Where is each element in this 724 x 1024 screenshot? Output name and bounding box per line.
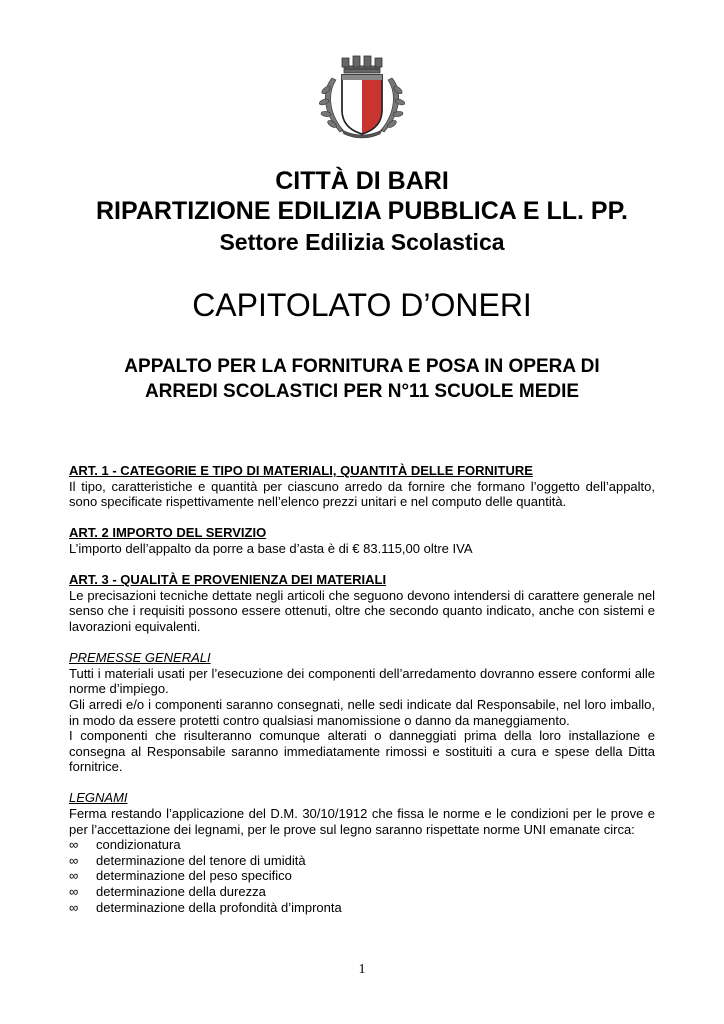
premesse-heading: PREMESSE GENERALI [69, 650, 211, 666]
sector-name: Settore Edilizia Scolastica [219, 229, 505, 255]
premesse-paragraph-2: Gli arredi e/o i componenti saranno consegnati, nelle sedi indicate dal Responsabile, nel loro imballo, in modo da essere protetti contro qualsiasi manomissione o danno da maneggiamento. [69, 696, 655, 728]
city-name: CITTÀ DI BARI [275, 167, 449, 195]
legnami-heading: LEGNAMI [69, 790, 128, 806]
premesse-paragraph-1: Tutti i materiali usati per l’esecuzione dei componenti dell’arredamento dovranno essere conformi alle norme d’impiego. [69, 665, 655, 697]
legnami-text: Ferma restando l’applicazione del D.M. 30/10/1912 che fissa le norme e le condizioni per le prove e per l’accettazione dei legnami, per le prove sul legno saranno rispettate norme UNI emanate circa: [69, 806, 655, 837]
document-title: CAPITOLATO D’ONERI [192, 287, 532, 323]
city-coat-of-arms-emblem [312, 50, 412, 142]
list-item: ∞ determinazione della profondità d’impronta [69, 899, 342, 915]
infinity-bullet-icon: ∞ [69, 837, 79, 853]
document-body [69, 463, 655, 915]
list-item: ∞ determinazione della durezza [69, 884, 266, 900]
infinity-bullet-icon: ∞ [69, 868, 79, 884]
department-name: RIPARTIZIONE EDILIZIA PUBBLICA E LL. PP. [96, 197, 628, 225]
article-2-text: L’importo dell’appalto da porre a base d’asta è di € 83.115,00 oltre IVA [69, 540, 473, 556]
subtitle-line-1: APPALTO PER LA FORNITURA E POSA IN OPERA DI [124, 356, 600, 377]
article-1-heading: ART. 1 - CATEGORIE E TIPO DI MATERIALI, QUANTITÀ DELLE FORNITURE [69, 463, 533, 478]
infinity-bullet-icon: ∞ [69, 899, 79, 915]
article-1-text: Il tipo, caratteristiche e quantità per ciascuno arredo da fornire che formano l’oggetto dell’appalto, sono specificate rispettivamente nell’elenco prezzi unitari e nel computo delle quantità. [69, 478, 655, 510]
list-item: ∞ determinazione del tenore di umidità [69, 852, 306, 868]
legnami-list [69, 837, 655, 915]
article-2-heading: ART. 2 IMPORTO DEL SERVIZIO [69, 525, 267, 541]
subtitle-line-2: ARREDI SCOLASTICI PER N°11 SCUOLE MEDIE [144, 381, 580, 402]
infinity-bullet-icon: ∞ [69, 852, 79, 868]
infinity-bullet-icon: ∞ [69, 884, 79, 900]
list-item: ∞ determinazione del peso specifico [69, 868, 292, 884]
list-item: ∞ condizionatura [69, 837, 181, 853]
premesse-paragraph-3: I componenti che risulteranno comunque alterati o danneggiati prima della loro installazione e consegna al Responsabile saranno immediatamente rimossi e sostituiti a cura e spese della Ditta fornitrice. [69, 728, 655, 775]
article-3-text: Le precisazioni tecniche dettate negli articoli che seguono devono intendersi di carattere generale nel senso che i requisiti possono essere ottenuti, oltre che secondo quanto indicato, anche con sistemi e lavorazioni equivalenti. [69, 587, 655, 634]
page-number: 1 [358, 962, 366, 977]
article-3-heading: ART. 3 - QUALITÀ E PROVENIENZA DEI MATERIALI [69, 572, 387, 588]
shield-icon [342, 75, 382, 134]
crown-icon [342, 56, 382, 73]
